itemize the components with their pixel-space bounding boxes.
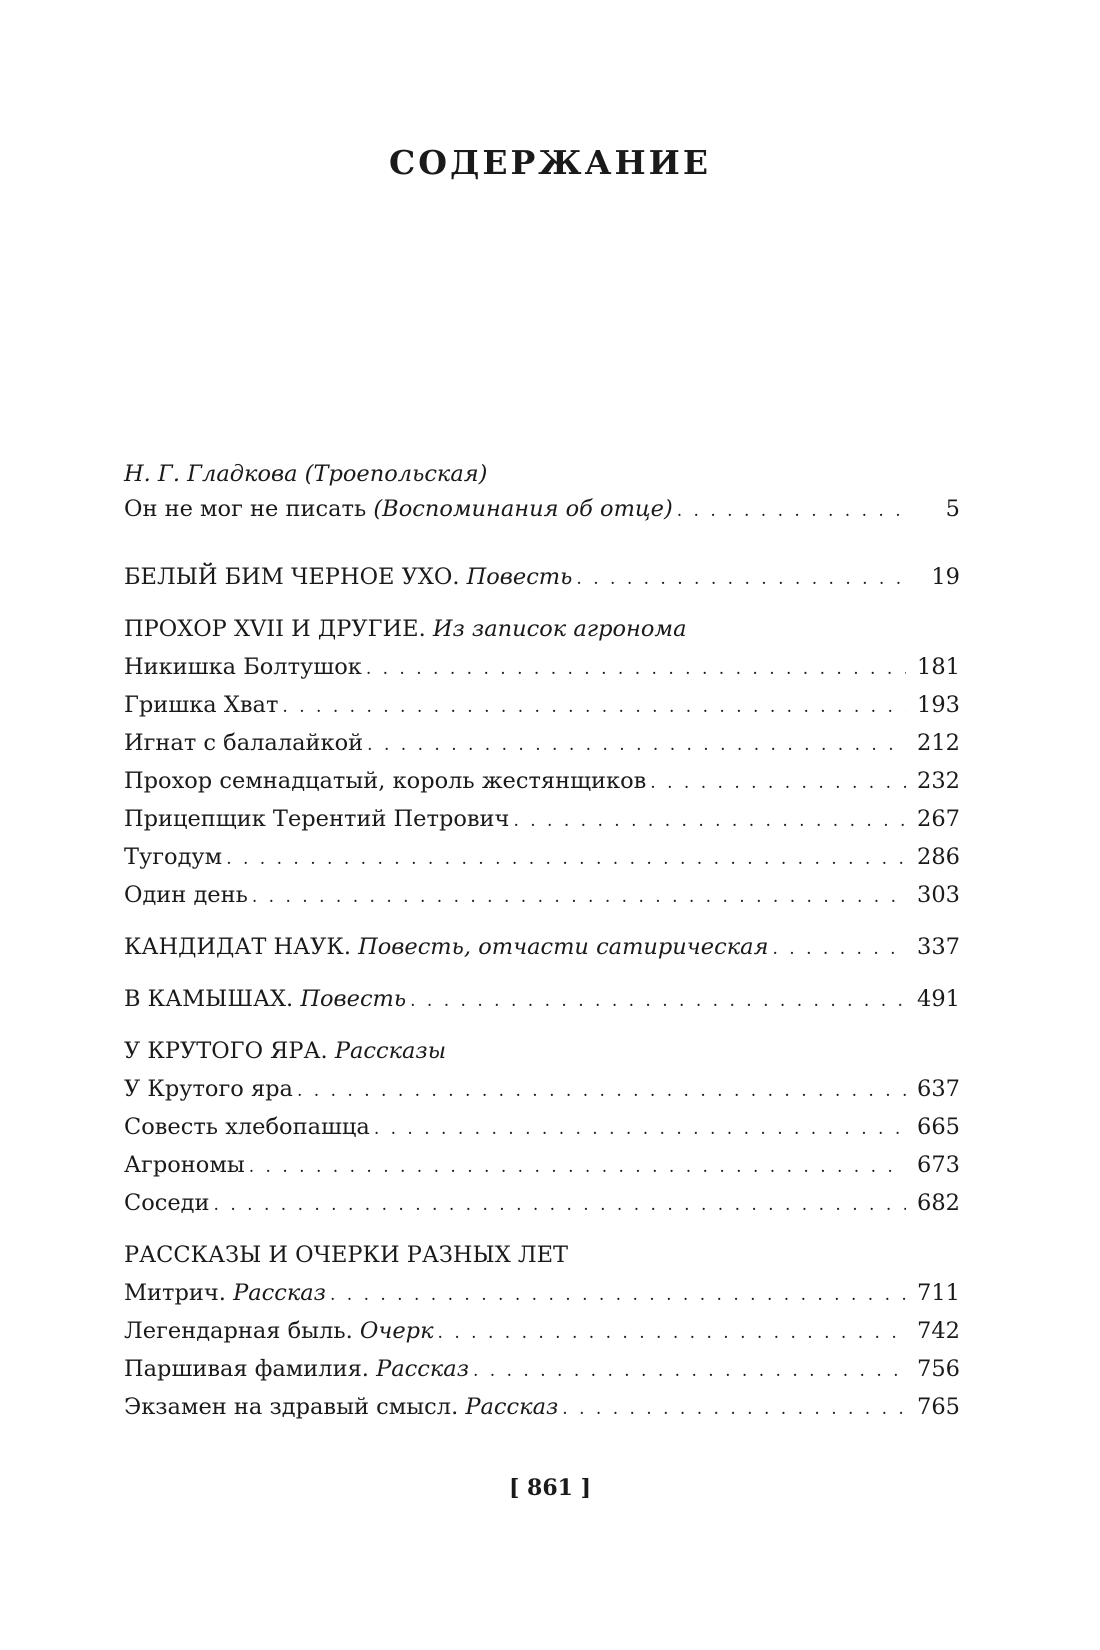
page-number-footer: [ 861 ] xyxy=(508,1475,592,1501)
toc-entry-title: Прохор семнадцатый, король жестянщиков xyxy=(124,768,647,794)
toc-entry-title: Один день xyxy=(124,882,248,908)
toc-page-number: 303 xyxy=(917,882,960,908)
toc-page-number: 765 xyxy=(917,1394,960,1420)
toc-entry-genre: Повесть xyxy=(466,564,573,590)
dot-leader xyxy=(562,1390,906,1428)
toc-page-number: 5 xyxy=(945,496,960,522)
toc-entry[interactable] xyxy=(124,800,960,838)
toc-entry-title: Экзамен на здравый смысл. xyxy=(124,1394,466,1420)
toc-entry[interactable] xyxy=(124,1146,960,1184)
toc-entry[interactable] xyxy=(124,648,960,686)
dot-leader xyxy=(282,688,906,726)
toc-entry-genre: Рассказ xyxy=(376,1356,469,1382)
toc-page-number: 212 xyxy=(917,730,960,756)
toc-entry[interactable] xyxy=(124,686,960,724)
toc-page-number: 756 xyxy=(917,1356,960,1382)
toc-entry[interactable] xyxy=(124,838,960,876)
toc-entry-title: Легендарная быль. xyxy=(124,1318,360,1344)
toc-entry[interactable] xyxy=(124,1184,960,1222)
toc-entry[interactable] xyxy=(124,876,960,914)
toc-entry-genre: Повесть, отчасти сатирическая xyxy=(358,934,769,960)
dot-leader xyxy=(374,1110,906,1148)
toc-page-number: 491 xyxy=(917,986,960,1012)
dot-leader xyxy=(226,840,906,878)
toc-entry-genre: Рассказ xyxy=(233,1280,326,1306)
toc-entry[interactable] xyxy=(124,928,960,966)
toc-page-number: 267 xyxy=(917,806,960,832)
toc-entry[interactable] xyxy=(124,1312,960,1350)
toc-entry-title: В КАМЫШАХ. xyxy=(124,986,301,1012)
dot-leader xyxy=(677,492,906,530)
toc-entry-title: ПРОХОР XVII И ДРУГИЕ. xyxy=(124,616,433,642)
toc-entry-title: Гришка Хват xyxy=(124,692,279,718)
toc-entry[interactable] xyxy=(124,1070,960,1108)
toc-entry-genre: Очерк xyxy=(359,1318,434,1344)
toc-entry-title: КАНДИДАТ НАУК. xyxy=(124,934,359,960)
toc-entry[interactable] xyxy=(124,558,960,596)
toc-page-number: 337 xyxy=(917,934,960,960)
toc-entry-title: Никишка Болтушок xyxy=(124,654,362,680)
toc-entry[interactable] xyxy=(124,762,960,800)
dot-leader xyxy=(438,1314,906,1352)
toc-entry-title: РАССКАЗЫ И ОЧЕРКИ РАЗНЫХ ЛЕТ xyxy=(124,1242,569,1268)
toc-entry-title: Агрономы xyxy=(124,1152,245,1178)
toc-page-number: 232 xyxy=(917,768,960,794)
toc-entry-title: Игнат с балалайкой xyxy=(124,730,364,756)
toc-entry-title: БЕЛЫЙ БИМ ЧЕРНОЕ УХО. xyxy=(124,564,467,590)
toc-page-number: 742 xyxy=(917,1318,960,1344)
page-title: СОДЕРЖАНИЕ xyxy=(388,143,711,182)
dot-leader xyxy=(513,802,906,840)
toc-entry-title: У Крутого яра xyxy=(124,1076,293,1102)
toc-entry-title: Тугодум xyxy=(124,844,223,870)
toc-section-heading xyxy=(124,1236,960,1274)
dot-leader xyxy=(366,650,906,688)
toc-page-number: 193 xyxy=(917,692,960,718)
toc-entry-genre: Рассказы xyxy=(334,1038,447,1064)
toc-page-number: 673 xyxy=(917,1152,960,1178)
toc-entry-genre: Из записок агронома xyxy=(432,616,687,642)
toc-author-line xyxy=(124,458,960,490)
dot-leader xyxy=(249,1148,906,1186)
toc-page-number: 682 xyxy=(917,1190,960,1216)
toc-entry[interactable] xyxy=(124,724,960,762)
toc-entry-title: Совесть хлебопашца xyxy=(124,1114,370,1140)
toc-section-heading xyxy=(124,610,960,648)
dot-leader xyxy=(330,1276,906,1314)
dot-leader xyxy=(367,726,906,764)
toc-page-number: 665 xyxy=(917,1114,960,1140)
toc-page-number: 711 xyxy=(917,1280,960,1306)
toc-entry-title: Митрич. xyxy=(124,1280,234,1306)
toc-entry[interactable] xyxy=(124,1388,960,1426)
dot-leader xyxy=(576,560,906,598)
dot-leader xyxy=(252,878,906,916)
toc-entry-genre: (Воспоминания об отце) xyxy=(373,496,673,522)
dot-leader xyxy=(214,1186,906,1224)
toc-author: Н. Г. Гладкова (Троепольская) xyxy=(124,461,488,487)
dot-leader xyxy=(772,930,906,968)
toc-page-number: 637 xyxy=(917,1076,960,1102)
toc-section-heading xyxy=(124,1032,960,1070)
table-of-contents xyxy=(124,458,960,1426)
toc-entry-title: Он не мог не писать xyxy=(124,496,374,522)
toc-entry-title: У КРУТОГО ЯРА. xyxy=(124,1038,335,1064)
dot-leader xyxy=(650,764,906,802)
toc-page-number: 19 xyxy=(931,564,960,590)
dot-leader xyxy=(410,982,906,1020)
toc-entry[interactable] xyxy=(124,980,960,1018)
toc-entry[interactable] xyxy=(124,490,960,528)
toc-entry-genre: Повесть xyxy=(300,986,407,1012)
toc-entry[interactable] xyxy=(124,1108,960,1146)
toc-entry-title: Паршивая фамилия. xyxy=(124,1356,377,1382)
toc-page-number: 286 xyxy=(917,844,960,870)
dot-leader xyxy=(473,1352,906,1390)
dot-leader xyxy=(297,1072,906,1110)
toc-entry[interactable] xyxy=(124,1350,960,1388)
toc-entry-title: Соседи xyxy=(124,1190,210,1216)
toc-page-number: 181 xyxy=(917,654,960,680)
toc-entry[interactable] xyxy=(124,1274,960,1312)
toc-entry-genre: Рассказ xyxy=(465,1394,559,1420)
toc-entry-title: Прицепщик Терентий Петрович xyxy=(124,806,510,832)
